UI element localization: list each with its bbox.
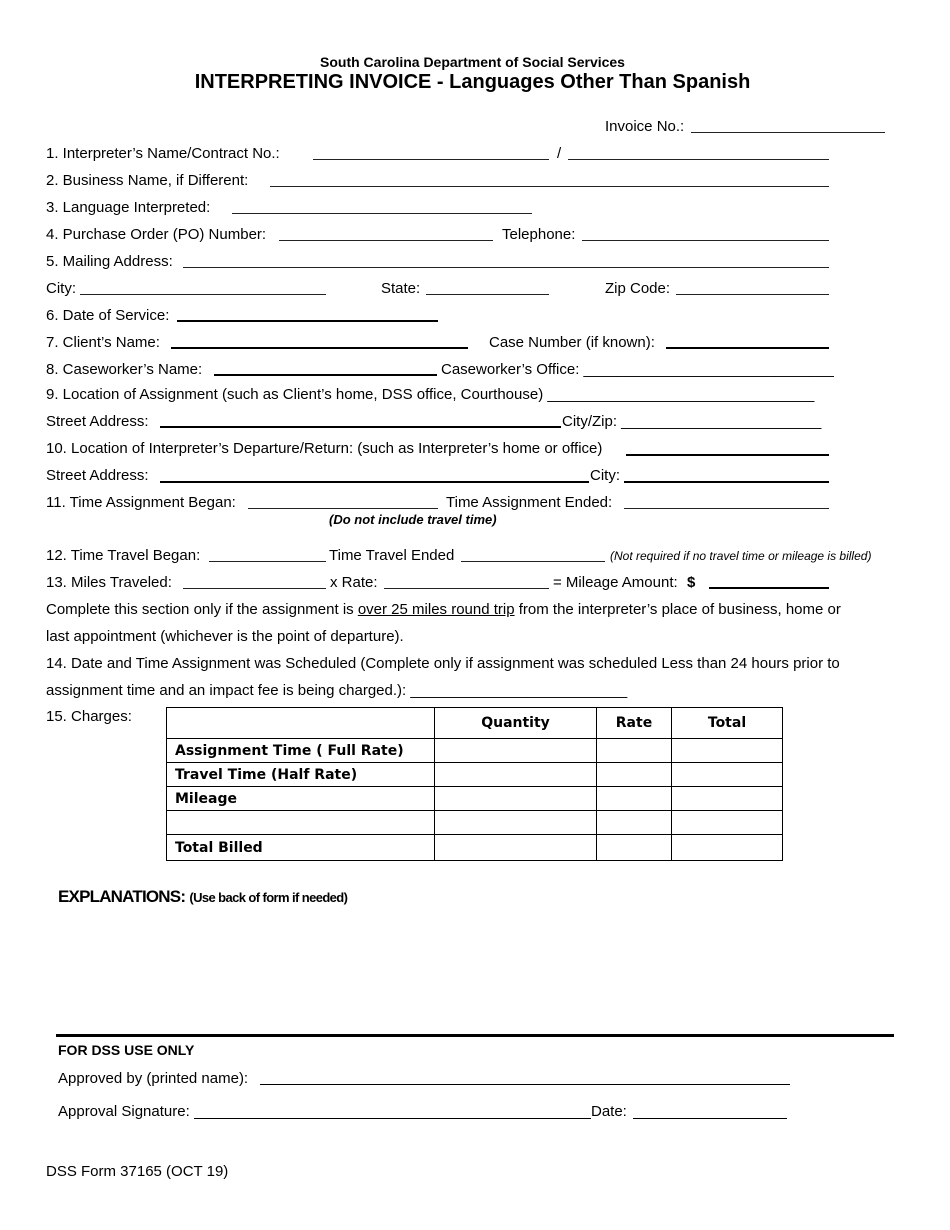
business-name-field[interactable] xyxy=(270,186,829,187)
total-cell[interactable] xyxy=(672,811,783,835)
scheduled-line1: 14. Date and Time Assignment was Scheduled (Complete only if assignment was scheduled Less than 24 hours prior to xyxy=(46,655,840,672)
rate-cell[interactable] xyxy=(597,835,672,861)
street-address-label: Street Address: xyxy=(46,413,149,430)
section-note-post: from the interpreter’s place of business, home or xyxy=(514,601,841,618)
charges-header-row xyxy=(167,708,783,739)
rate-cell[interactable] xyxy=(597,739,672,763)
table-row xyxy=(167,787,783,811)
quantity-cell[interactable] xyxy=(435,787,597,811)
charges-table xyxy=(166,707,783,861)
section-note-underlined: over 25 miles round trip xyxy=(357,601,515,618)
caseworker-name-field[interactable] xyxy=(214,374,437,376)
mileage-amount-label: = Mileage Amount: xyxy=(553,574,678,591)
section-note-pre: Complete this section only if the assignment is xyxy=(46,601,358,618)
travel-ended-label: Time Travel Ended xyxy=(329,547,455,564)
total-cell[interactable] xyxy=(672,835,783,861)
departure-street-label: Street Address: xyxy=(46,467,149,484)
approval-signature-label: Approval Signature: xyxy=(58,1103,190,1120)
rate-field[interactable] xyxy=(384,588,549,589)
po-number-label: 4. Purchase Order (PO) Number: xyxy=(46,226,267,243)
departure-location-field[interactable] xyxy=(626,454,829,456)
explanations-heading: EXPLANATIONS: xyxy=(58,887,186,906)
rate-label: x Rate: xyxy=(330,574,378,591)
time-ended-label: Time Assignment Ended: xyxy=(446,494,613,511)
time-began-field[interactable] xyxy=(248,508,438,509)
table-row xyxy=(167,763,783,787)
date-of-service-label: 6. Date of Service: xyxy=(46,307,170,324)
rate-cell[interactable] xyxy=(597,811,672,835)
language-field[interactable] xyxy=(232,213,532,214)
approved-by-field[interactable] xyxy=(260,1084,790,1085)
state-field[interactable] xyxy=(426,294,549,295)
assignment-location-label: 9. Location of Assignment (such as Client’s home, DSS office, Courthouse) ________________________________ xyxy=(46,386,815,403)
case-number-label: Case Number (if known): xyxy=(489,334,655,351)
date-of-service-field[interactable] xyxy=(177,320,438,322)
explanations-heading-block xyxy=(58,887,347,907)
street-address-field[interactable] xyxy=(160,426,561,428)
row-label: Mileage xyxy=(167,787,435,811)
row-label: Travel Time (Half Rate) xyxy=(167,763,435,787)
agency-name: South Carolina Department of Social Services xyxy=(320,54,625,70)
total-cell[interactable] xyxy=(672,787,783,811)
travel-began-label: 12. Time Travel Began: xyxy=(46,547,201,564)
total-cell[interactable] xyxy=(672,739,783,763)
case-number-field[interactable] xyxy=(666,347,829,349)
departure-city-field[interactable] xyxy=(624,481,829,483)
table-row xyxy=(167,739,783,763)
section-note-line1 xyxy=(46,601,841,618)
state-label: State: xyxy=(381,280,421,297)
telephone-field[interactable] xyxy=(582,240,829,241)
invoice-no-label: Invoice No.: xyxy=(605,118,685,135)
row-label: Total Billed xyxy=(167,835,435,861)
departure-location-label: 10. Location of Interpreter’s Departure/Return: (such as Interpreter’s home or office) xyxy=(46,440,603,457)
charges-label: 15. Charges: xyxy=(46,708,132,725)
miles-traveled-label: 13. Miles Traveled: xyxy=(46,574,172,591)
caseworker-office-label: Caseworker’s Office: ______________________________ xyxy=(441,361,834,378)
dollar-sign: $ xyxy=(687,574,696,591)
city-zip-label: City/Zip: ________________________ xyxy=(562,413,822,430)
approval-signature-field[interactable] xyxy=(194,1118,591,1119)
mileage-amount-field[interactable] xyxy=(709,587,829,589)
explanations-area[interactable] xyxy=(58,912,888,1022)
quantity-cell[interactable] xyxy=(435,739,597,763)
charges-header-quantity: Quantity xyxy=(435,708,597,739)
travel-began-field[interactable] xyxy=(209,561,326,562)
zip-code-label: Zip Code: xyxy=(605,280,671,297)
telephone-label: Telephone: xyxy=(502,226,576,243)
caseworker-name-label: 8. Caseworker’s Name: xyxy=(46,361,203,378)
scheduled-line2: assignment time and an impact fee is being charged.): __________________________ xyxy=(46,682,628,699)
po-number-field[interactable] xyxy=(279,240,493,241)
rate-cell[interactable] xyxy=(597,763,672,787)
date-label: Date: xyxy=(591,1103,627,1120)
quantity-cell[interactable] xyxy=(435,835,597,861)
quantity-cell[interactable] xyxy=(435,811,597,835)
total-cell[interactable] xyxy=(672,763,783,787)
invoice-no-field[interactable] xyxy=(691,132,885,133)
travel-note: (Not required if no travel time or mileage is billed) xyxy=(610,549,872,563)
interpreter-separator: / xyxy=(557,145,562,162)
contract-no-field[interactable] xyxy=(568,159,829,160)
miles-traveled-field[interactable] xyxy=(183,588,326,589)
row-label: Assignment Time ( Full Rate) xyxy=(167,739,435,763)
departure-street-field[interactable] xyxy=(160,481,589,483)
quantity-cell[interactable] xyxy=(435,763,597,787)
table-row xyxy=(167,811,783,835)
dss-use-heading: FOR DSS USE ONLY xyxy=(58,1042,195,1058)
charges-header-rate: Rate xyxy=(597,708,672,739)
table-row xyxy=(167,835,783,861)
zip-code-field[interactable] xyxy=(676,294,829,295)
travel-time-note: (Do not include travel time) xyxy=(329,512,497,527)
interpreter-name-label: 1. Interpreter’s Name/Contract No.: xyxy=(46,145,280,162)
time-began-label: 11. Time Assignment Began: xyxy=(46,494,236,511)
client-name-field[interactable] xyxy=(171,347,468,349)
language-label: 3. Language Interpreted: xyxy=(46,199,211,216)
explanations-subheading: (Use back of form if needed) xyxy=(189,890,348,905)
city-field[interactable] xyxy=(80,294,326,295)
interpreter-name-field[interactable] xyxy=(313,159,549,160)
client-name-label: 7. Client’s Name: xyxy=(46,334,160,351)
departure-city-label: City: xyxy=(590,467,620,484)
business-name-label: 2. Business Name, if Different: xyxy=(46,172,249,189)
city-label: City: xyxy=(46,280,76,297)
charges-header-total: Total xyxy=(672,708,783,739)
charges-header-blank xyxy=(167,708,435,739)
row-label xyxy=(167,811,435,835)
section-note-line2: last appointment (whichever is the point of departure). xyxy=(46,628,404,645)
date-field[interactable] xyxy=(633,1118,787,1119)
rate-cell[interactable] xyxy=(597,787,672,811)
mailing-address-label: 5. Mailing Address: xyxy=(46,253,173,270)
form-title: INTERPRETING INVOICE - Languages Other Than Spanish xyxy=(194,71,751,93)
time-ended-field[interactable] xyxy=(624,508,829,509)
dss-divider xyxy=(56,1034,894,1037)
approved-by-label: Approved by (printed name): xyxy=(58,1070,249,1087)
mailing-address-field[interactable] xyxy=(183,267,829,268)
travel-ended-field[interactable] xyxy=(461,561,605,562)
form-id: DSS Form 37165 (OCT 19) xyxy=(46,1163,229,1180)
